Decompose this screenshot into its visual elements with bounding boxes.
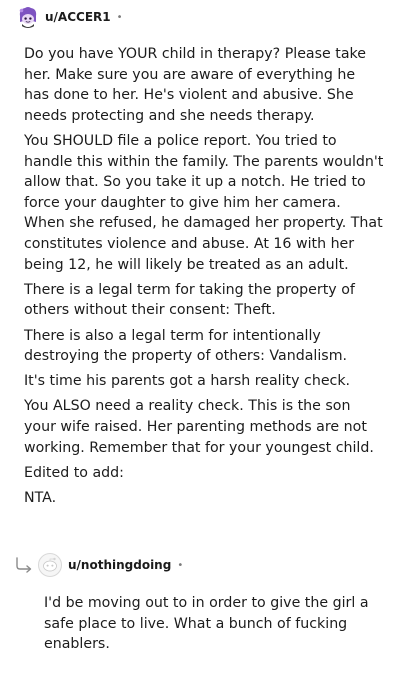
reply-header xyxy=(14,553,183,577)
reply-arrow-icon xyxy=(14,556,34,574)
comment-body xyxy=(24,44,384,513)
comment-paragraph: You ALSO need a reality check. This is the son your wife raised. Her parenting methods are not working. Remember that for your youngest child. xyxy=(24,398,374,456)
comment-paragraph: It's time his parents got a harsh reality check. xyxy=(24,373,351,390)
comment-header xyxy=(17,4,123,30)
reply-text: I'd be moving out to in order to give the girl a safe place to live. What a bunch of fucking enablers. xyxy=(44,595,369,653)
comment-paragraph: Do you have YOUR child in therapy? Please take her. Make sure you are aware of everything he has done to her. He's violent and abusive. She needs protecting and she needs therapy. xyxy=(24,46,366,124)
snoo-default-avatar-icon xyxy=(40,555,60,575)
separator-dot: • xyxy=(116,11,123,23)
reply-body xyxy=(44,593,374,655)
comment-paragraph: There is a legal term for taking the property of others without their consent: Theft. xyxy=(24,281,355,319)
comment-paragraph: NTA. xyxy=(24,490,57,507)
comment-paragraph: You SHOULD file a police report. You tried to handle this within the family. The parents wouldn't allow that. So you take it up a notch. He tried to force your daughter to give him her camera. When she refused, he damaged her property. That constitutes violence and abuse. At 16 with her being 12, he will likely be treated as an adult. xyxy=(24,132,384,273)
comment-username[interactable]: u/ACCER1 xyxy=(45,10,111,24)
avatar[interactable] xyxy=(38,553,62,577)
reply-username[interactable]: u/nothingdoing xyxy=(68,558,172,572)
comment-paragraph: Edited to add: xyxy=(24,464,124,481)
snoo-avatar-icon xyxy=(17,6,39,28)
comment-paragraph: There is also a legal term for intentionally destroying the property of others: Vandalism. xyxy=(24,327,348,365)
avatar[interactable] xyxy=(17,6,39,28)
separator-dot: • xyxy=(177,559,184,571)
